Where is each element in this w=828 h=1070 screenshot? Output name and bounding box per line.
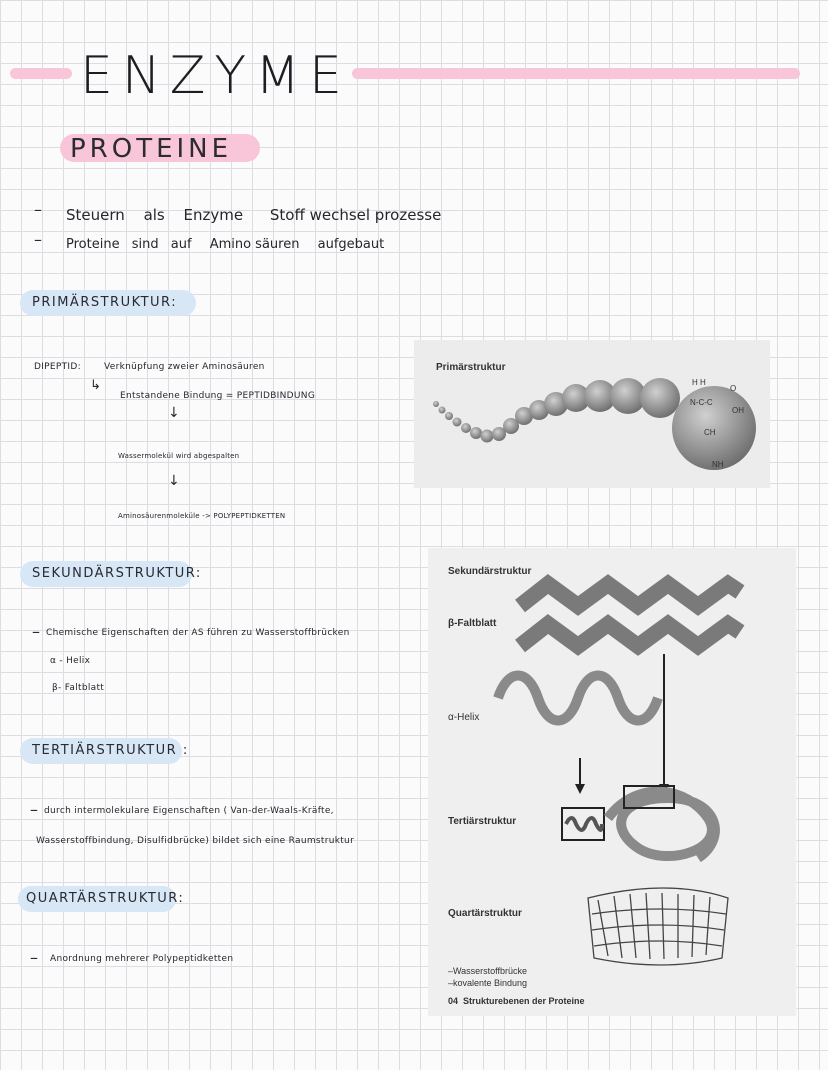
structure-levels-figure <box>428 548 796 1016</box>
chem-oh: OH <box>732 406 744 415</box>
chain-text: Aminosäurenmoleküle -> POLYPEPTIDKETTEN <box>118 512 286 520</box>
primary-structure-figure <box>414 340 770 488</box>
bond-text: Entstandene Bindung = PEPTIDBINDUNG <box>120 391 316 401</box>
tertiary-heading: TERTIÄRSTRUKTUR : <box>32 743 189 758</box>
legend-covalent-bond: –kovalente Bindung <box>448 978 528 988</box>
secondary-line-1: Chemische Eigenschaften der AS führen zu Wasserstoffbrücken <box>46 628 350 638</box>
quaternary-line-1: Anordnung mehrerer Polypeptidketten <box>50 954 234 964</box>
bullet-dash: – <box>30 948 38 967</box>
structure-illustration <box>428 548 796 1016</box>
dipeptid-label: DIPEPTID: <box>34 362 81 372</box>
subtitle: PROTEINE <box>70 134 233 164</box>
dipeptid-text: Verknüpfung zweier Aminosäuren <box>104 362 265 372</box>
figure-label-tertiary: Tertiärstruktur <box>448 816 517 827</box>
figure-label-alpha: α-Helix <box>448 712 480 723</box>
bullet-dash: – <box>34 200 42 219</box>
chem-ncc: N-C-C <box>690 398 713 407</box>
tertiary-line-2: Wasserstoffbindung, Disulfidbrücke) bildet sich eine Raumstruktur <box>36 836 355 846</box>
arrow-down-icon: ↓ <box>168 405 180 421</box>
title-underline-left <box>10 68 72 79</box>
corner-arrow-icon: ↳ <box>90 378 101 393</box>
quaternary-heading: QUARTÄRSTRUKTUR: <box>26 891 185 906</box>
primary-heading: PRIMÄRSTRUKTUR: <box>32 295 178 310</box>
water-text: Wassermolekül wird abgespalten <box>118 452 240 460</box>
secondary-line-2: α - Helix <box>50 656 91 666</box>
caption: 04 Strukturebenen der Proteine <box>448 996 585 1006</box>
intro-line-1: Steuern als Enzyme Stoff wechsel prozesse <box>66 206 442 224</box>
chem-hh: H H <box>692 378 706 387</box>
secondary-heading: SEKUNDÄRSTRUKTUR: <box>32 566 202 581</box>
figure-label-secondary: Sekundärstruktur <box>448 566 532 577</box>
legend-hydrogen-bond: –Wasserstoffbrücke <box>448 966 528 976</box>
title-underline-right <box>352 68 800 79</box>
figure-label-primary: Primärstruktur <box>436 362 506 373</box>
page-title: ENZYME <box>80 46 351 106</box>
secondary-line-3: β- Faltblatt <box>52 683 105 693</box>
tertiary-line-1: durch intermolekulare Eigenschaften ( Van-der-Waals-Kräfte, <box>44 806 334 816</box>
chem-o: O <box>730 384 737 393</box>
figure-label-beta: β-Faltblatt <box>448 618 497 629</box>
chem-nh: NH <box>712 460 724 469</box>
bullet-dash: – <box>34 230 42 249</box>
bullet-dash: – <box>32 622 40 641</box>
figure-label-quaternary: Quartärstruktur <box>448 908 522 919</box>
chem-ch: CH <box>704 428 716 437</box>
intro-line-2: Proteine sind auf Amino säuren aufgebaut <box>66 237 385 252</box>
arrow-down-icon: ↓ <box>168 473 180 489</box>
bullet-dash: – <box>30 800 38 819</box>
